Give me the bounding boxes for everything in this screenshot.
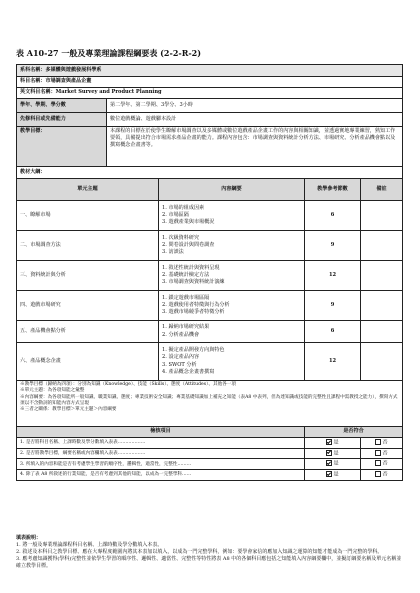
checklist-header-row <box>17 427 403 438</box>
unit-content-item: 2. 基礎統計檢定方法 <box>162 271 210 278</box>
fill-instructions <box>16 535 402 570</box>
unit-header: 單元主題 <box>17 179 159 201</box>
hours-header: 教學參考節數 <box>305 179 361 201</box>
unit-remark <box>361 261 403 291</box>
course-name-en-row <box>17 88 403 99</box>
checklist-item: 4. 除了表 A8 所敘述的行業知能，是否有考慮到其他的知能，以成為一完整學科…… <box>17 470 305 481</box>
unit-topic: 四、遊戲市場研究 <box>17 291 159 321</box>
unit-content-item: 3. 訪談法 <box>162 249 184 256</box>
no-label: 否 <box>382 471 388 478</box>
unit-hours: 9 <box>305 291 361 321</box>
unit-content-item: 2. 市場區隔 <box>162 211 189 218</box>
unit-row <box>17 343 403 381</box>
unit-hours: 6 <box>305 201 361 231</box>
checklist-yes <box>305 448 361 459</box>
unit-content-item: 3. 遊戲產業與市場概況 <box>162 219 215 226</box>
unit-content-item: 1. 擬定產品開發方向與特色 <box>162 347 225 354</box>
no-label: 否 <box>382 460 388 467</box>
document-title: 表 A10-27 一般及專業理論課程綱要表 (2-2-R-2) <box>16 48 202 58</box>
outline-label-row <box>17 167 403 179</box>
unit-content-item: 3. 市場調查與資料統計演練 <box>162 279 225 286</box>
footnotes <box>17 381 403 427</box>
department-value: 多媒體與遊戲發展科學系 <box>45 66 102 73</box>
unit-topic: 六、產品概念企畫 <box>17 343 159 381</box>
footnote: ※內容綱要：為各項知能所一般知識、職業知識、態度；專業技術安全知識；專業基礎知識加上補充之知能（表A8 中表列，但為達知識或技能的完整性且課程中需教授之能力），撰寫方式須以不含動詞的知能內容方式呈現 <box>20 394 398 406</box>
checklist-row <box>17 448 403 459</box>
department-row <box>17 65 403 77</box>
unit-remark <box>361 291 403 321</box>
unit-remark <box>361 201 403 231</box>
checked-box-icon[interactable] <box>326 460 332 466</box>
note-item: 3. 應考慮知識獲得(學科)完整性並依學生學習的順序性、邏輯性、適當性、完整性等特性將表 A8 中的各個科目應包括之知能填入內容綱要欄中，並擬訂綱要名稱及單元名稱並確立教學目標。 <box>16 556 402 569</box>
unit-content <box>159 291 305 321</box>
unit-content-item: 2. 分析產品機會 <box>162 331 200 338</box>
unit-topic: 一、瞭解市場 <box>17 201 159 231</box>
course-name-en-value: Market Survey and Product Planning <box>55 89 162 96</box>
checklist-row <box>17 459 403 470</box>
checklist-item: 1. 是否將科目名稱、上課時數及學分數填入表表……………… <box>17 438 305 449</box>
unit-row <box>17 231 403 261</box>
empty-box-icon[interactable] <box>375 450 381 456</box>
content-header: 內容綱要 <box>159 179 305 201</box>
footnote: ※教學目標（歸納為四項）：分別為知識（Knowledge）、技能（Skills）、態度（Attitudes）、其他各一項 <box>20 382 236 387</box>
term-value: 第二學年、第二學期、3學分、3小時 <box>107 99 403 113</box>
course-outline-table <box>16 64 403 481</box>
unit-content <box>159 261 305 291</box>
checklist-result-header: 是否符合 <box>305 427 403 438</box>
unit-content <box>159 201 305 231</box>
checklist-yes <box>305 438 361 449</box>
unit-row <box>17 321 403 343</box>
term-row <box>17 99 403 113</box>
empty-box-icon[interactable] <box>375 471 381 477</box>
prereq-label: 先修科目或先備能力 <box>17 113 107 127</box>
footnotes-row <box>17 381 403 427</box>
checklist-item: 2. 是否將教學目標，綱要名稱或內容欄填入表表……………… <box>17 448 305 459</box>
unit-content-item: 3. 遊戲市場競爭者特徵分析 <box>162 309 225 316</box>
checklist-no <box>361 438 403 449</box>
unit-hours: 6 <box>305 321 361 343</box>
unit-content-item: 2. 問卷設計與問卷調查 <box>162 241 215 248</box>
unit-row <box>17 261 403 291</box>
department-label: 系科名稱： <box>20 66 46 73</box>
checklist-yes <box>305 470 361 481</box>
yes-label: 是 <box>333 460 339 467</box>
unit-remark <box>361 321 403 343</box>
unit-row <box>17 201 403 231</box>
goal-value: 本課程的目標在於使學生瞭解市場調查以及多媒體或數位遊戲產品企畫工作的內容與相關知識，並透過實地專業練習，熟知工作要領，具備提出符合市場需求產品企畫的能力。課程內容包含：市場調查與資料統計分析方法、市場研究、分析產品機會點以及撰寫概念企畫書等。 <box>107 127 403 167</box>
unit-row <box>17 291 403 321</box>
checklist-row <box>17 470 403 481</box>
outline-header-row <box>17 179 403 201</box>
goal-label: 教學目標： <box>17 127 107 167</box>
unit-remark <box>361 231 403 261</box>
unit-hours: 12 <box>305 343 361 381</box>
note-item: 1. 將一般及專業理論課程科目名稱、上課時數及學分數填入本表。 <box>16 542 163 548</box>
unit-remark <box>361 343 403 381</box>
checklist-item: 3. 所填入的內容和能是否有考慮學生學習的順序性，邏輯性，適當性，完整性……… <box>17 459 305 470</box>
unit-topic: 五、產品機會點分析 <box>17 321 159 343</box>
checklist-item-header: 檢核項目 <box>17 427 305 438</box>
unit-topic: 二、市場調查方法 <box>17 231 159 261</box>
no-label: 否 <box>382 450 388 457</box>
unit-hours: 9 <box>305 231 361 261</box>
yes-label: 是 <box>333 450 339 457</box>
unit-content-item: 2. 設定產品內容 <box>162 354 200 361</box>
unit-content <box>159 231 305 261</box>
note-item: 2. 敘述及本科目之教學目標、應在大專程度範圍內將其本表加以填入，以成為一門完整學科，例如：要學會家信的應加入知識之運算的知能才能成為一門完整的學科。 <box>16 549 383 555</box>
unit-content <box>159 321 305 343</box>
unit-content-item: 1. 次級資料研究 <box>162 234 200 241</box>
unit-content-item: 1. 市場的組成因素 <box>162 204 205 211</box>
no-label: 否 <box>382 439 388 446</box>
unit-content-item: 2. 遊戲使用者特徵與行為分析 <box>162 301 230 308</box>
empty-box-icon[interactable] <box>375 460 381 466</box>
notes-title: 填表說明： <box>16 535 42 541</box>
checked-box-icon[interactable] <box>326 471 332 477</box>
footnote: ※單元主題：為各項知能之彙整 <box>20 388 85 394</box>
unit-content-item: 4. 產品概念企畫書撰寫 <box>162 368 215 375</box>
yes-label: 是 <box>333 439 339 446</box>
unit-content-item: 1. 歸納市場研究結果 <box>162 324 210 331</box>
course-name-label: 科目名稱： <box>20 78 46 85</box>
checklist-no <box>361 459 403 470</box>
course-name-en-label: 英文科目名稱： <box>20 89 56 96</box>
unit-content-item: 1. 敘述性統計與資料呈現 <box>162 264 220 271</box>
prereq-row <box>17 113 403 127</box>
goal-row <box>17 127 403 167</box>
outline-label: 教材大綱： <box>17 167 403 179</box>
unit-content-item: 3. SWOT 分析 <box>162 361 197 368</box>
checklist-no <box>361 470 403 481</box>
checked-box-icon[interactable] <box>326 439 332 445</box>
unit-hours: 12 <box>305 261 361 291</box>
yes-label: 是 <box>333 471 339 478</box>
unit-topic: 三、資料統計與分析 <box>17 261 159 291</box>
remark-header: 備註 <box>361 179 403 201</box>
unit-content <box>159 343 305 381</box>
footnote: ※三者之關係：教學目標＞單元主題＞內容綱要 <box>20 407 117 413</box>
unit-content-item: 1. 鎖定遊戲市場區隔 <box>162 294 210 301</box>
empty-box-icon[interactable] <box>375 439 381 445</box>
course-name-value: 市場調查與產品企畫 <box>45 78 92 85</box>
prereq-value: 數位遊戲概論、遊戲腳本設計 <box>107 113 403 127</box>
term-label: 學年、學期、學分數 <box>17 99 107 113</box>
checked-box-icon[interactable] <box>326 450 332 456</box>
checklist-row <box>17 438 403 449</box>
checklist-no <box>361 448 403 459</box>
checklist-yes <box>305 459 361 470</box>
course-name-row <box>17 77 403 88</box>
